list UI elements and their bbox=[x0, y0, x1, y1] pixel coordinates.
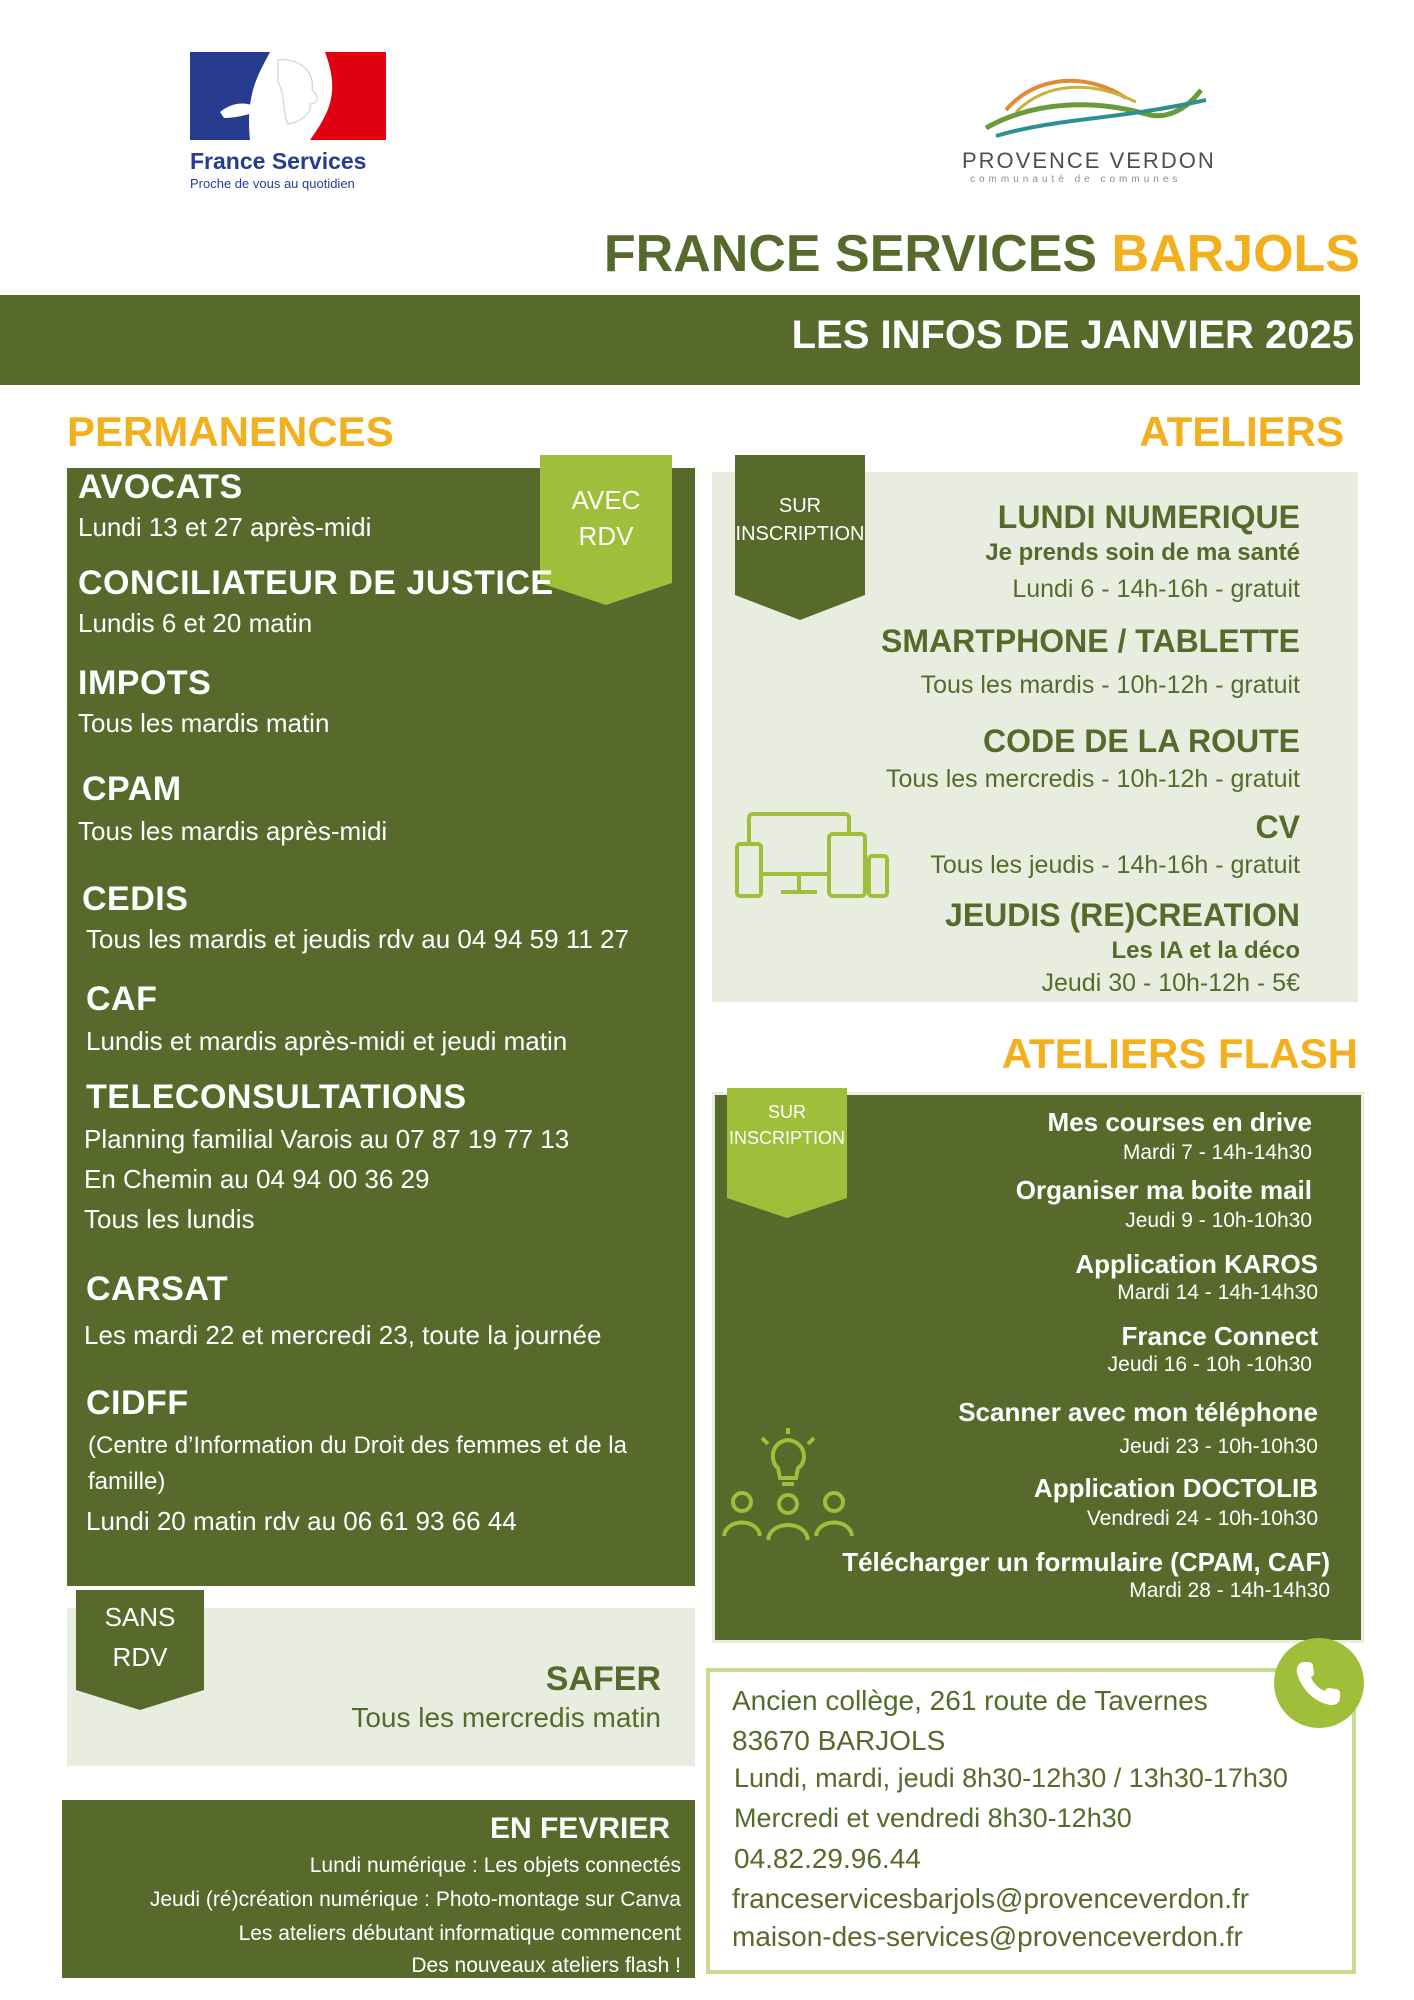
atelier-title: CODE DE LA ROUTE bbox=[982, 723, 1300, 759]
fevrier-title: EN FEVRIER bbox=[489, 1812, 670, 1845]
flash-detail: Jeudi 16 - 10h -10h30 bbox=[1107, 1353, 1312, 1376]
flash-badge bbox=[727, 1088, 847, 1218]
france-services-name: France Services bbox=[190, 148, 367, 174]
flash-detail: Jeudi 9 - 10h-10h30 bbox=[1125, 1209, 1312, 1232]
ateliers-list bbox=[860, 495, 1300, 1005]
flash-title: Organiser ma boite mail bbox=[1015, 1175, 1312, 1205]
page-subtitle: LES INFOS DE JANVIER 2025 bbox=[791, 313, 1354, 357]
atelier-detail: Tous les mardis - 10h-12h - gratuit bbox=[920, 671, 1300, 699]
fevrier-line: Lundi numérique : Les objets connectés bbox=[309, 1854, 681, 1877]
perm-title-cpam: CPAM bbox=[82, 770, 182, 808]
contact-address2: 83670 BARJOLS bbox=[732, 1725, 946, 1756]
contact-lines bbox=[732, 1685, 1352, 1965]
perm-text: Tous les lundis bbox=[84, 1204, 255, 1234]
atelier-detail: Tous les mercredis - 10h-12h - gratuit bbox=[885, 765, 1300, 793]
avec-rdv-line1: AVEC bbox=[571, 485, 641, 515]
contact-email2[interactable]: maison-des-services@provenceverdon.fr bbox=[732, 1921, 1243, 1952]
perm-text: Tous les mardis matin bbox=[78, 708, 330, 738]
flash-title: Application KAROS bbox=[1075, 1249, 1318, 1279]
title-france-services: FRANCE SERVICES bbox=[603, 225, 1098, 283]
flash-title: Scanner avec mon téléphone bbox=[958, 1397, 1318, 1427]
flash-list bbox=[842, 1105, 1330, 1645]
flash-title: Mes courses en drive bbox=[1047, 1107, 1312, 1137]
ateliers-badge bbox=[735, 455, 865, 620]
perm-text: Lundi 13 et 27 après-midi bbox=[78, 512, 372, 542]
provence-verdon-name: PROVENCE VERDON bbox=[962, 148, 1216, 173]
perm-title-avocats: AVOCATS bbox=[78, 468, 243, 506]
perm-text: Tous les mardis et jeudis rdv au 04 94 59 11 27 bbox=[86, 924, 629, 954]
contact-email1[interactable]: franceservicesbarjols@provenceverdon.fr bbox=[732, 1883, 1250, 1914]
flash-detail: Mardi 14 - 14h-14h30 bbox=[1117, 1281, 1318, 1304]
flash-detail: Mardi 7 - 14h-14h30 bbox=[1122, 1141, 1312, 1164]
fevrier-line: Des nouveaux ateliers flash ! bbox=[411, 1954, 681, 1977]
title-barjols: BARJOLS bbox=[1111, 225, 1360, 283]
perm-text: En Chemin au 04 94 00 36 29 bbox=[84, 1164, 430, 1194]
perm-title-cedis: CEDIS bbox=[82, 880, 189, 918]
provence-verdon-logo bbox=[956, 70, 1226, 190]
flash-detail: Jeudi 23 - 10h-10h30 bbox=[1119, 1435, 1318, 1458]
flash-detail: Mardi 28 - 14h-14h30 bbox=[1129, 1579, 1330, 1602]
contact-hours2: Mercredi et vendredi 8h30-12h30 bbox=[734, 1803, 1132, 1833]
perm-text: Lundis 6 et 20 matin bbox=[78, 608, 313, 638]
flash-badge-line1: SUR bbox=[767, 1102, 806, 1122]
permanences-heading: PERMANENCES bbox=[67, 408, 394, 455]
flash-title: France Connect bbox=[1121, 1321, 1318, 1351]
perm-text: Planning familial Varois au 07 87 19 77 13 bbox=[84, 1124, 570, 1154]
flash-detail: Vendredi 24 - 10h-10h30 bbox=[1086, 1507, 1318, 1530]
perm-title-teleconsultations: TELECONSULTATIONS bbox=[86, 1078, 467, 1116]
ateliers-flash-heading: ATELIERS FLASH bbox=[1001, 1030, 1358, 1077]
atelier-subtitle: Je prends soin de ma santé bbox=[985, 539, 1300, 566]
idea-group-icon bbox=[722, 1428, 857, 1543]
france-services-logo bbox=[190, 52, 400, 192]
france-services-tagline: Proche de vous au quotidien bbox=[190, 176, 355, 191]
safer-text: Tous les mercredis matin bbox=[351, 1702, 661, 1733]
contact-address1: Ancien collège, 261 route de Tavernes bbox=[732, 1685, 1208, 1716]
header-banner bbox=[0, 295, 1360, 385]
fevrier-line: Jeudi (ré)création numérique : Photo-montage sur Canva bbox=[149, 1888, 681, 1911]
avec-rdv-line2: RDV bbox=[578, 521, 634, 551]
atelier-detail: Jeudi 30 - 10h-12h - 5€ bbox=[1041, 969, 1300, 997]
perm-title-conciliateur: CONCILIATEUR DE JUSTICE bbox=[78, 564, 554, 602]
atelier-title: SMARTPHONE / TABLETTE bbox=[881, 623, 1300, 659]
flash-title: Télécharger un formulaire (CPAM, CAF) bbox=[842, 1547, 1330, 1577]
perm-title-impots: IMPOTS bbox=[78, 664, 212, 702]
flash-badge-line2: INSCRIPTION bbox=[728, 1128, 845, 1148]
contact-phone[interactable]: 04.82.29.96.44 bbox=[734, 1843, 921, 1874]
atelier-subtitle: Les IA et la déco bbox=[1111, 937, 1300, 964]
perm-text: (Centre d’Information du Droit des femmes et de la bbox=[88, 1432, 627, 1459]
perm-title-carsat: CARSAT bbox=[86, 1270, 229, 1308]
sans-rdv-badge bbox=[76, 1590, 204, 1710]
sans-rdv-line2: RDV bbox=[112, 1642, 168, 1672]
ateliers-badge-line2: INSCRIPTION bbox=[735, 523, 865, 545]
permanences-list bbox=[78, 468, 678, 1578]
safer-title: SAFER bbox=[545, 1660, 661, 1698]
provence-verdon-tagline: communauté de communes bbox=[970, 174, 1182, 185]
fevrier-panel bbox=[62, 1800, 695, 1978]
flash-title: Application DOCTOLIB bbox=[1033, 1473, 1318, 1503]
page-title bbox=[604, 224, 1360, 284]
perm-text: Lundi 20 matin rdv au 06 61 93 66 44 bbox=[86, 1506, 517, 1536]
perm-title-caf: CAF bbox=[86, 980, 158, 1018]
hills-wave-icon bbox=[976, 70, 1216, 140]
perm-text: Tous les mardis après-midi bbox=[78, 816, 388, 846]
sans-rdv-line1: SANS bbox=[104, 1602, 176, 1632]
atelier-title: LUNDI NUMERIQUE bbox=[997, 499, 1300, 535]
perm-text: famille) bbox=[88, 1468, 166, 1495]
atelier-title: CV bbox=[1255, 809, 1300, 845]
perm-text: Les mardi 22 et mercredi 23, toute la journée bbox=[84, 1320, 602, 1350]
ateliers-heading: ATELIERS bbox=[1139, 408, 1344, 455]
fevrier-line: Les ateliers débutant informatique commencent bbox=[238, 1922, 681, 1945]
perm-text: Lundis et mardis après-midi et jeudi matin bbox=[86, 1026, 568, 1056]
marianne-flag-icon bbox=[190, 52, 386, 140]
atelier-title: JEUDIS (RE)CREATION bbox=[945, 897, 1300, 933]
atelier-detail: Tous les jeudis - 14h-16h - gratuit bbox=[930, 851, 1300, 879]
perm-title-cidff: CIDFF bbox=[86, 1384, 189, 1422]
ateliers-badge-line1: SUR bbox=[778, 495, 822, 517]
contact-hours1: Lundi, mardi, jeudi 8h30-12h30 / 13h30-17h30 bbox=[734, 1763, 1288, 1793]
atelier-detail: Lundi 6 - 14h-16h - gratuit bbox=[1012, 575, 1300, 603]
